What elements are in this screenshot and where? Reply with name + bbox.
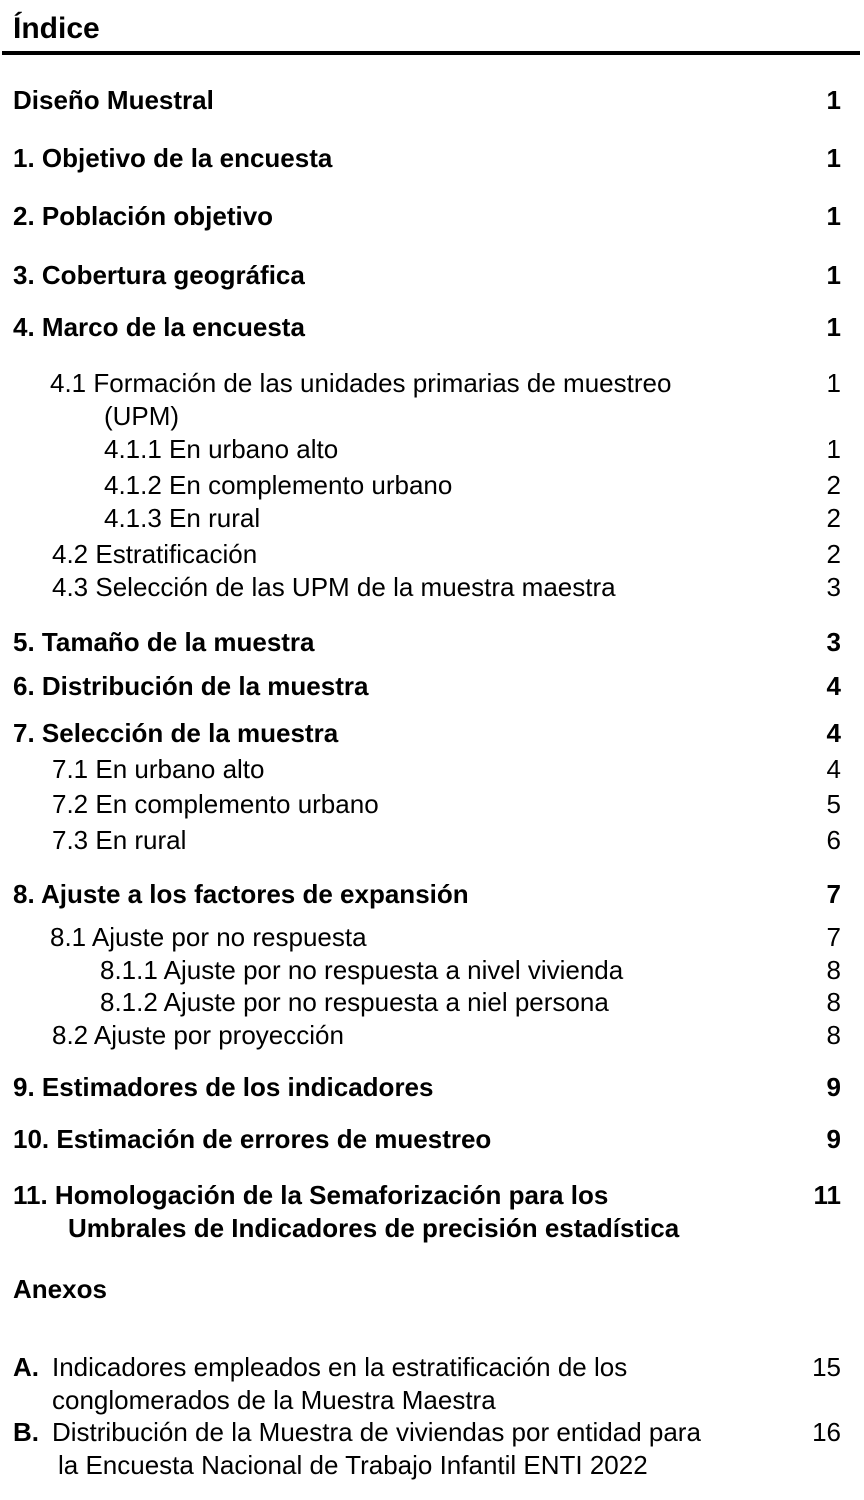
- toc-page-number: 15: [812, 1352, 841, 1382]
- toc-page-number: 3: [826, 572, 841, 602]
- toc-entry-label: Diseño Muestral: [13, 85, 214, 115]
- annex-entry-label: la Encuesta Nacional de Trabajo Infantil ENTI 2022: [58, 1450, 648, 1480]
- toc-entry-label: 8.1.1 Ajuste por no respuesta a nivel vivienda: [100, 955, 624, 985]
- toc-entry-label: (UPM): [104, 401, 180, 431]
- toc-page-number: 16: [812, 1417, 841, 1447]
- toc-entry-label: 7.1 En urbano alto: [52, 754, 265, 784]
- toc-entry-label: 1. Objetivo de la encuesta: [13, 143, 333, 173]
- annex-entry-label: conglomerados de la Muestra Maestra: [52, 1385, 496, 1415]
- toc-page-number: 8: [826, 1020, 841, 1050]
- toc-entry-label: 4.1.1 En urbano alto: [104, 434, 339, 464]
- toc-page-number: 1: [826, 143, 841, 173]
- toc-entry-label: 8. Ajuste a los factores de expansión: [13, 879, 469, 909]
- toc-entry-label: 10. Estimación de errores de muestreo: [13, 1124, 492, 1154]
- toc-page-number: 6: [826, 825, 841, 855]
- toc-entry-label: 3. Cobertura geográfica: [13, 260, 305, 290]
- toc-page-number: 8: [826, 987, 841, 1017]
- toc-entry-label: 4.1.3 En rural: [104, 503, 261, 533]
- toc-page-number: 2: [826, 539, 841, 569]
- toc-entry-label: 8.1 Ajuste por no respuesta: [50, 922, 367, 952]
- toc-page-number: 1: [826, 434, 841, 464]
- toc-entry-label: 2. Población objetivo: [13, 201, 274, 231]
- toc-page-number: 1: [826, 201, 841, 231]
- toc-page-number: 5: [826, 789, 841, 819]
- page-title: Índice: [13, 12, 100, 45]
- toc-entry-label: 5. Tamaño de la muestra: [13, 627, 315, 657]
- annex-letter: B.: [13, 1417, 39, 1447]
- toc-page-number: 1: [826, 260, 841, 290]
- toc-page-number: 4: [826, 754, 841, 784]
- toc-entry-label: 6. Distribución de la muestra: [13, 671, 369, 701]
- toc-page-number: 3: [826, 627, 841, 657]
- toc-page-number: 2: [826, 503, 841, 533]
- toc-page-number: 9: [826, 1072, 841, 1102]
- toc-entry-label: 7. Selección de la muestra: [13, 718, 339, 748]
- annex-entry-label: Indicadores empleados en la estratificación de los: [52, 1352, 628, 1382]
- toc-page-number: 11: [813, 1180, 841, 1210]
- toc-entry-label: 7.3 En rural: [52, 825, 187, 855]
- toc-entry-label: 4.3 Selección de las UPM de la muestra maestra: [52, 572, 616, 602]
- toc-entry-label: 4.1 Formación de las unidades primarias de muestreo: [50, 368, 672, 398]
- toc-page-number: 7: [826, 922, 841, 952]
- toc-entry-label: 8.1.2 Ajuste por no respuesta a niel persona: [100, 987, 609, 1017]
- toc-page-number: 1: [826, 85, 841, 115]
- toc-entry-label: 8.2 Ajuste por proyección: [52, 1020, 344, 1050]
- toc-page-number: 9: [826, 1124, 841, 1154]
- toc-entry-label: 9. Estimadores de los indicadores: [13, 1072, 434, 1102]
- title-divider: [2, 51, 860, 55]
- toc-page-number: 7: [826, 879, 841, 909]
- toc-entry-label: 4.2 Estratificación: [52, 539, 258, 569]
- toc-page-number: 4: [826, 718, 841, 748]
- toc-page-number: 1: [826, 312, 841, 342]
- annex-heading: Anexos: [13, 1274, 107, 1304]
- annex-entry-label: Distribución de la Muestra de viviendas por entidad para: [52, 1417, 701, 1447]
- toc-entry-label: Umbrales de Indicadores de precisión estadística: [68, 1213, 680, 1243]
- toc-entry-label: 4.1.2 En complemento urbano: [104, 470, 453, 500]
- toc-entry-label: 4. Marco de la encuesta: [13, 312, 305, 342]
- toc-entry-label: 7.2 En complemento urbano: [52, 789, 379, 819]
- toc-page-number: 1: [826, 368, 841, 398]
- toc-page-number: 2: [826, 470, 841, 500]
- toc-page-number: 4: [826, 671, 841, 701]
- annex-letter: A.: [13, 1352, 39, 1382]
- toc-page-number: 8: [826, 955, 841, 985]
- toc-entry-label: 11. Homologación de la Semaforización para los: [13, 1180, 609, 1210]
